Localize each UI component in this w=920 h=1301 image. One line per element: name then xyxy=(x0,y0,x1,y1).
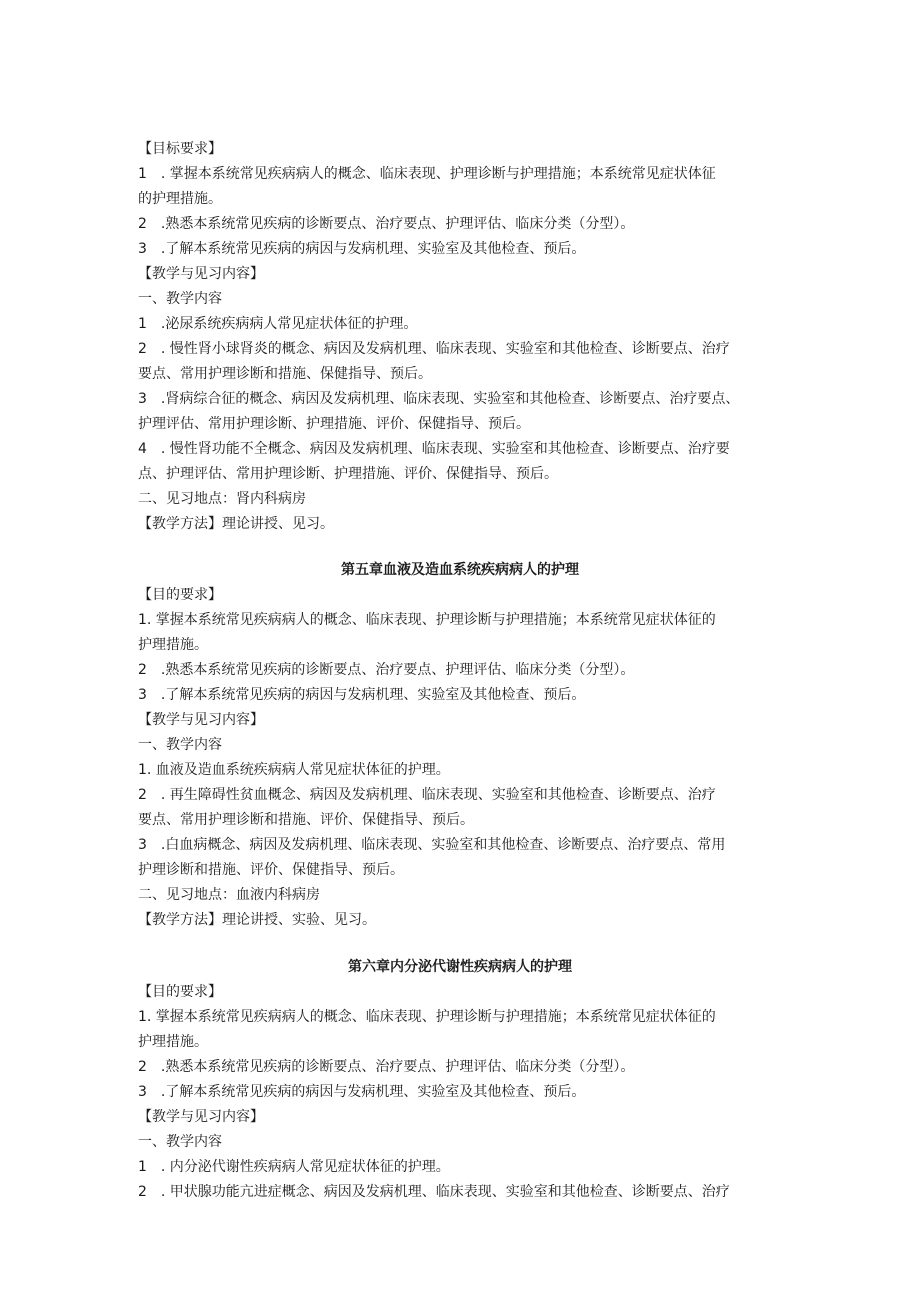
text-line: 2 .熟悉本系统常见疾病的诊断要点、治疗要点、护理评估、临床分类（分型）。 xyxy=(138,216,635,232)
text-line: 2 .熟悉本系统常见疾病的诊断要点、治疗要点、护理评估、临床分类（分型）。 xyxy=(138,662,635,678)
text-line: 护理评估、常用护理诊断、护理措施、评价、保健指导、预后。 xyxy=(138,416,530,432)
text-line: 要点、常用护理诊断和措施、评价、保健指导、预后。 xyxy=(138,812,474,828)
heading-teaching-content: 【教学与见习内容】 xyxy=(138,266,264,282)
heading-teaching-content: 【教学与见习内容】 xyxy=(138,1109,264,1125)
heading-teaching-method: 【教学方法】理论讲授、见习。 xyxy=(138,516,334,532)
text-line: 2 . 再生障碍性贫血概念、病因及发病机理、临床表现、实验室和其他检查、诊断要点、治疗 xyxy=(138,787,716,803)
text-line: 护理措施。 xyxy=(138,637,208,653)
chapter-title: 第五章血液及造血系统疾病病人的护理 xyxy=(341,562,579,578)
text-line: 护理诊断和措施、评价、保健指导、预后。 xyxy=(138,862,404,878)
heading-goal-requirements: 【目标要求】 xyxy=(138,141,222,157)
text-line: 2 .熟悉本系统常见疾病的诊断要点、治疗要点、护理评估、临床分类（分型）。 xyxy=(138,1059,635,1075)
text-line: 点、护理评估、常用护理诊断、护理措施、评价、保健指导、预后。 xyxy=(138,466,558,482)
heading-teaching-content: 【教学与见习内容】 xyxy=(138,712,264,728)
text-line: 1. 掌握本系统常见疾病病人的概念、临床表现、护理诊断与护理措施；本系统常见症状体征的 xyxy=(138,1009,716,1025)
text-line: 1 . 内分泌代谢性疾病病人常见症状体征的护理。 xyxy=(138,1159,450,1175)
text-line: 一、教学内容 xyxy=(138,1134,222,1150)
text-line: 的护理措施。 xyxy=(138,191,222,207)
text-line: 1 . 掌握本系统常见疾病病人的概念、临床表现、护理诊断与护理措施；本系统常见症状体征 xyxy=(138,166,716,182)
text-line: 要点、常用护理诊断和措施、保健指导、预后。 xyxy=(138,366,432,382)
text-line: 一、教学内容 xyxy=(138,291,222,307)
text-line: 3 .白血病概念、病因及发病机理、临床表现、实验室和其他检查、诊断要点、治疗要点、常用 xyxy=(138,837,726,853)
text-line: 二、见习地点：血液内科病房 xyxy=(138,887,320,903)
chapter-title: 第六章内分泌代谢性疾病病人的护理 xyxy=(348,959,572,975)
text-line: 4 . 慢性肾功能不全概念、病因及发病机理、临床表现、实验室和其他检查、诊断要点、治疗要 xyxy=(138,441,730,457)
text-line: 1 .泌尿系统疾病病人常见症状体征的护理。 xyxy=(138,316,418,332)
text-line: 二、见习地点：肾内科病房 xyxy=(138,491,306,507)
heading-goal-requirements: 【目的要求】 xyxy=(138,984,222,1000)
text-line: 一、教学内容 xyxy=(138,737,222,753)
text-line: 1. 掌握本系统常见疾病病人的概念、临床表现、护理诊断与护理措施；本系统常见症状体征的 xyxy=(138,612,716,628)
text-line: 1. 血液及造血系统疾病病人常见症状体征的护理。 xyxy=(138,762,450,778)
text-line: 2 . 慢性肾小球肾炎的概念、病因及发病机理、临床表现、实验室和其他检查、诊断要点、治疗 xyxy=(138,341,730,357)
text-line: 3 .了解本系统常见疾病的病因与发病机理、实验室及其他检查、预后。 xyxy=(138,687,586,703)
text-line: 2 . 甲状腺功能亢进症概念、病因及发病机理、临床表现、实验室和其他检查、诊断要点、治疗 xyxy=(138,1184,730,1200)
heading-teaching-method: 【教学方法】理论讲授、实验、见习。 xyxy=(138,912,376,928)
text-line: 护理措施。 xyxy=(138,1034,208,1050)
text-line: 3 .了解本系统常见疾病的病因与发病机理、实验室及其他检查、预后。 xyxy=(138,241,586,257)
text-line: 3 .了解本系统常见疾病的病因与发病机理、实验室及其他检查、预后。 xyxy=(138,1084,586,1100)
text-line: 3 .肾病综合征的概念、病因及发病机理、临床表现、实验室和其他检查、诊断要点、治疗要点、 xyxy=(138,391,740,407)
heading-goal-requirements: 【目的要求】 xyxy=(138,587,222,603)
